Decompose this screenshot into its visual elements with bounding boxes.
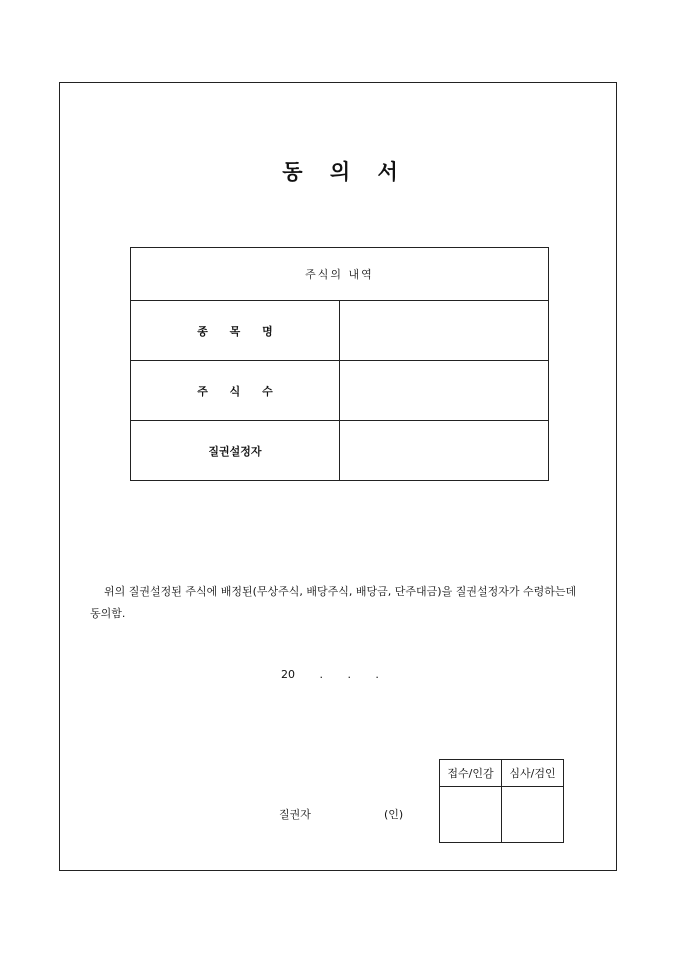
consent-statement: 위의 질권설정된 주식에 배정된(무상주식, 배당주식, 배당금, 단주대금)을 질권설정자가 수령하는데 동의함. [90,585,577,620]
pledgor-value [340,421,549,481]
office-use-table [439,759,564,843]
stock-name-label: 종 목 명 [131,301,340,361]
pledgor-label: 질권설정자 [131,421,340,481]
table-row [131,301,549,361]
seal-mark-label: (인) [384,808,404,821]
review-inspection-header: 심사/검인 [502,760,564,787]
share-count-value [340,361,549,421]
receipt-seal-box [440,787,502,843]
table-row [131,361,549,421]
document-title: 동 의 서 [282,159,408,184]
stock-name-value [340,301,549,361]
table-row [131,421,549,481]
share-count-label: 주 식 수 [131,361,340,421]
signer-label: 질권자 [279,808,311,821]
date-line: 20 . . . [281,668,379,681]
review-inspection-box [502,787,564,843]
stock-details-table [130,247,549,481]
receipt-seal-header: 접수/인감 [440,760,502,787]
stock-details-header: 주식의 내역 [131,248,549,301]
